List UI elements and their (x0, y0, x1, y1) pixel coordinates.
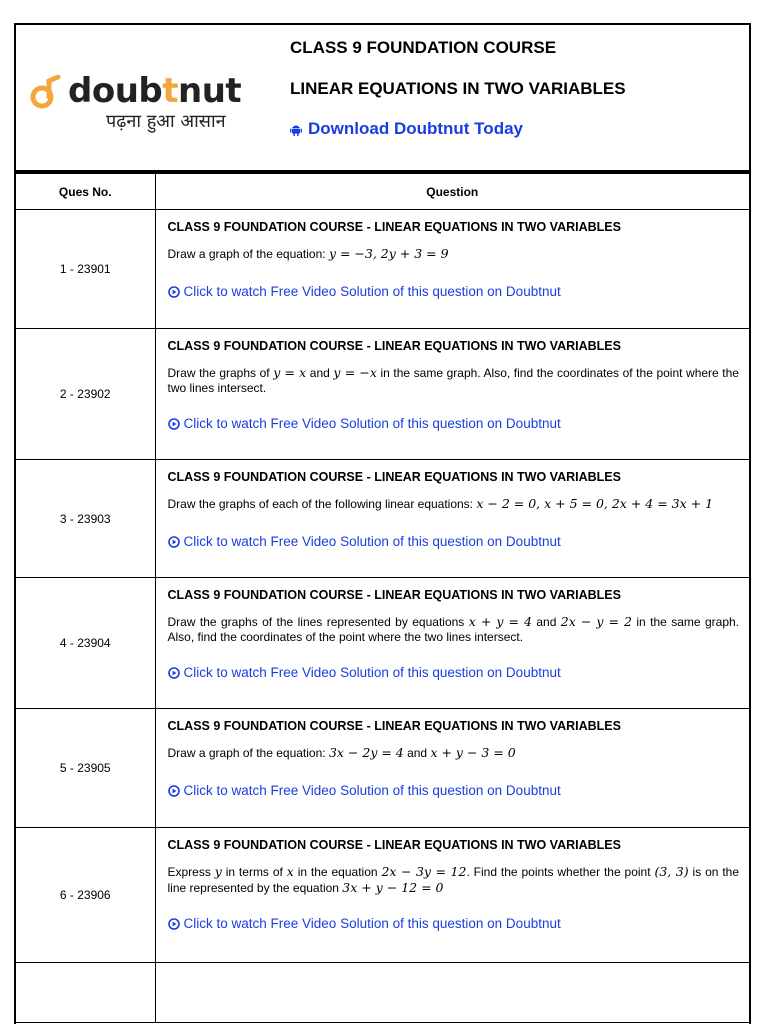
table-row (16, 578, 749, 709)
question-cell (155, 709, 749, 828)
question-number: 5 - 23905 (16, 709, 155, 828)
table-row (16, 460, 749, 578)
question-text: Draw a graph of the equation: 3x − 2y = 4 and x + y − 3 = 0 (167, 745, 516, 760)
play-circle-icon (168, 667, 180, 679)
table-row-empty (16, 963, 749, 1023)
play-circle-icon (168, 536, 180, 548)
question-text: Draw the graphs of each of the following linear equations: x − 2 = 0, x + 5 = 0, 2x + 4 = 3x + 1 (167, 496, 714, 511)
chapter-title: LINEAR EQUATIONS IN TWO VARIABLES (290, 79, 626, 98)
download-app-link[interactable] (290, 119, 523, 139)
video-solution-link[interactable]: Click to watch Free Video Solution of this question on Doubtnut (168, 284, 740, 299)
question-cell (155, 210, 749, 329)
table-row (16, 709, 749, 828)
question-cell (155, 578, 749, 709)
course-title: CLASS 9 FOUNDATION COURSE (290, 38, 557, 57)
table-row (16, 329, 749, 460)
logo-tagline: पढ़ना हुआ आसान (106, 111, 226, 132)
android-icon (290, 123, 302, 136)
play-circle-icon (168, 286, 180, 298)
question-text: Draw a graph of the equation: y = −3, 2y + 3 = 9 (167, 246, 449, 261)
question-cell (155, 460, 749, 578)
question-cell-empty (155, 963, 749, 1023)
question-number: 4 - 23904 (16, 578, 155, 709)
table-row (16, 828, 749, 963)
download-label: Download Doubtnut Today (308, 119, 523, 138)
question-text: Draw the graphs of the lines represented by equations x + y = 4 and 2x − y = 2 in the same graph. Also, find the coordinates of the point where the two lines intersect. (167, 614, 740, 644)
logo-wordmark: doubtnut (68, 71, 242, 111)
page-frame (14, 23, 751, 1024)
doubtnut-logo[interactable] (26, 71, 242, 141)
video-solution-link[interactable]: Click to watch Free Video Solution of this question on Doubtnut (168, 916, 740, 931)
video-solution-link[interactable]: Click to watch Free Video Solution of this question on Doubtnut (168, 416, 740, 431)
question-heading: CLASS 9 FOUNDATION COURSE - LINEAR EQUATIONS IN TWO VARIABLES (167, 339, 621, 353)
play-circle-icon (168, 785, 180, 797)
question-number: 3 - 23903 (16, 460, 155, 578)
play-circle-icon (168, 418, 180, 430)
question-heading: CLASS 9 FOUNDATION COURSE - LINEAR EQUATIONS IN TWO VARIABLES (167, 220, 621, 234)
video-solution-link[interactable]: Click to watch Free Video Solution of this question on Doubtnut (168, 783, 740, 798)
question-number: 1 - 23901 (16, 210, 155, 329)
table-header-row (16, 174, 749, 210)
header (16, 25, 749, 173)
column-header-qno: Ques No. (16, 174, 155, 210)
column-header-question: Question (155, 174, 749, 210)
question-heading: CLASS 9 FOUNDATION COURSE - LINEAR EQUATIONS IN TWO VARIABLES (167, 470, 621, 484)
question-text: Express y in terms of x in the equation 2x − 3y = 12. Find the points whether the point (3, 3) is on the line represented by the equation 3x + y − 12 = 0 (167, 864, 740, 895)
video-solution-link[interactable]: Click to watch Free Video Solution of this question on Doubtnut (168, 665, 740, 680)
questions-table (16, 173, 749, 1023)
question-heading: CLASS 9 FOUNDATION COURSE - LINEAR EQUATIONS IN TWO VARIABLES (167, 719, 621, 733)
question-number: 6 - 23906 (16, 828, 155, 963)
logo-mark-icon (28, 75, 62, 111)
play-circle-icon (168, 918, 180, 930)
question-heading: CLASS 9 FOUNDATION COURSE - LINEAR EQUATIONS IN TWO VARIABLES (167, 838, 621, 852)
question-number-empty (16, 963, 155, 1023)
question-cell (155, 828, 749, 963)
table-row (16, 210, 749, 329)
question-text: Draw the graphs of y = x and y = −x in the same graph. Also, find the coordinates of the point where the two lines intersect. (167, 365, 739, 395)
question-cell (155, 329, 749, 460)
question-number: 2 - 23902 (16, 329, 155, 460)
question-heading: CLASS 9 FOUNDATION COURSE - LINEAR EQUATIONS IN TWO VARIABLES (167, 588, 621, 602)
video-solution-link[interactable]: Click to watch Free Video Solution of this question on Doubtnut (168, 534, 740, 549)
